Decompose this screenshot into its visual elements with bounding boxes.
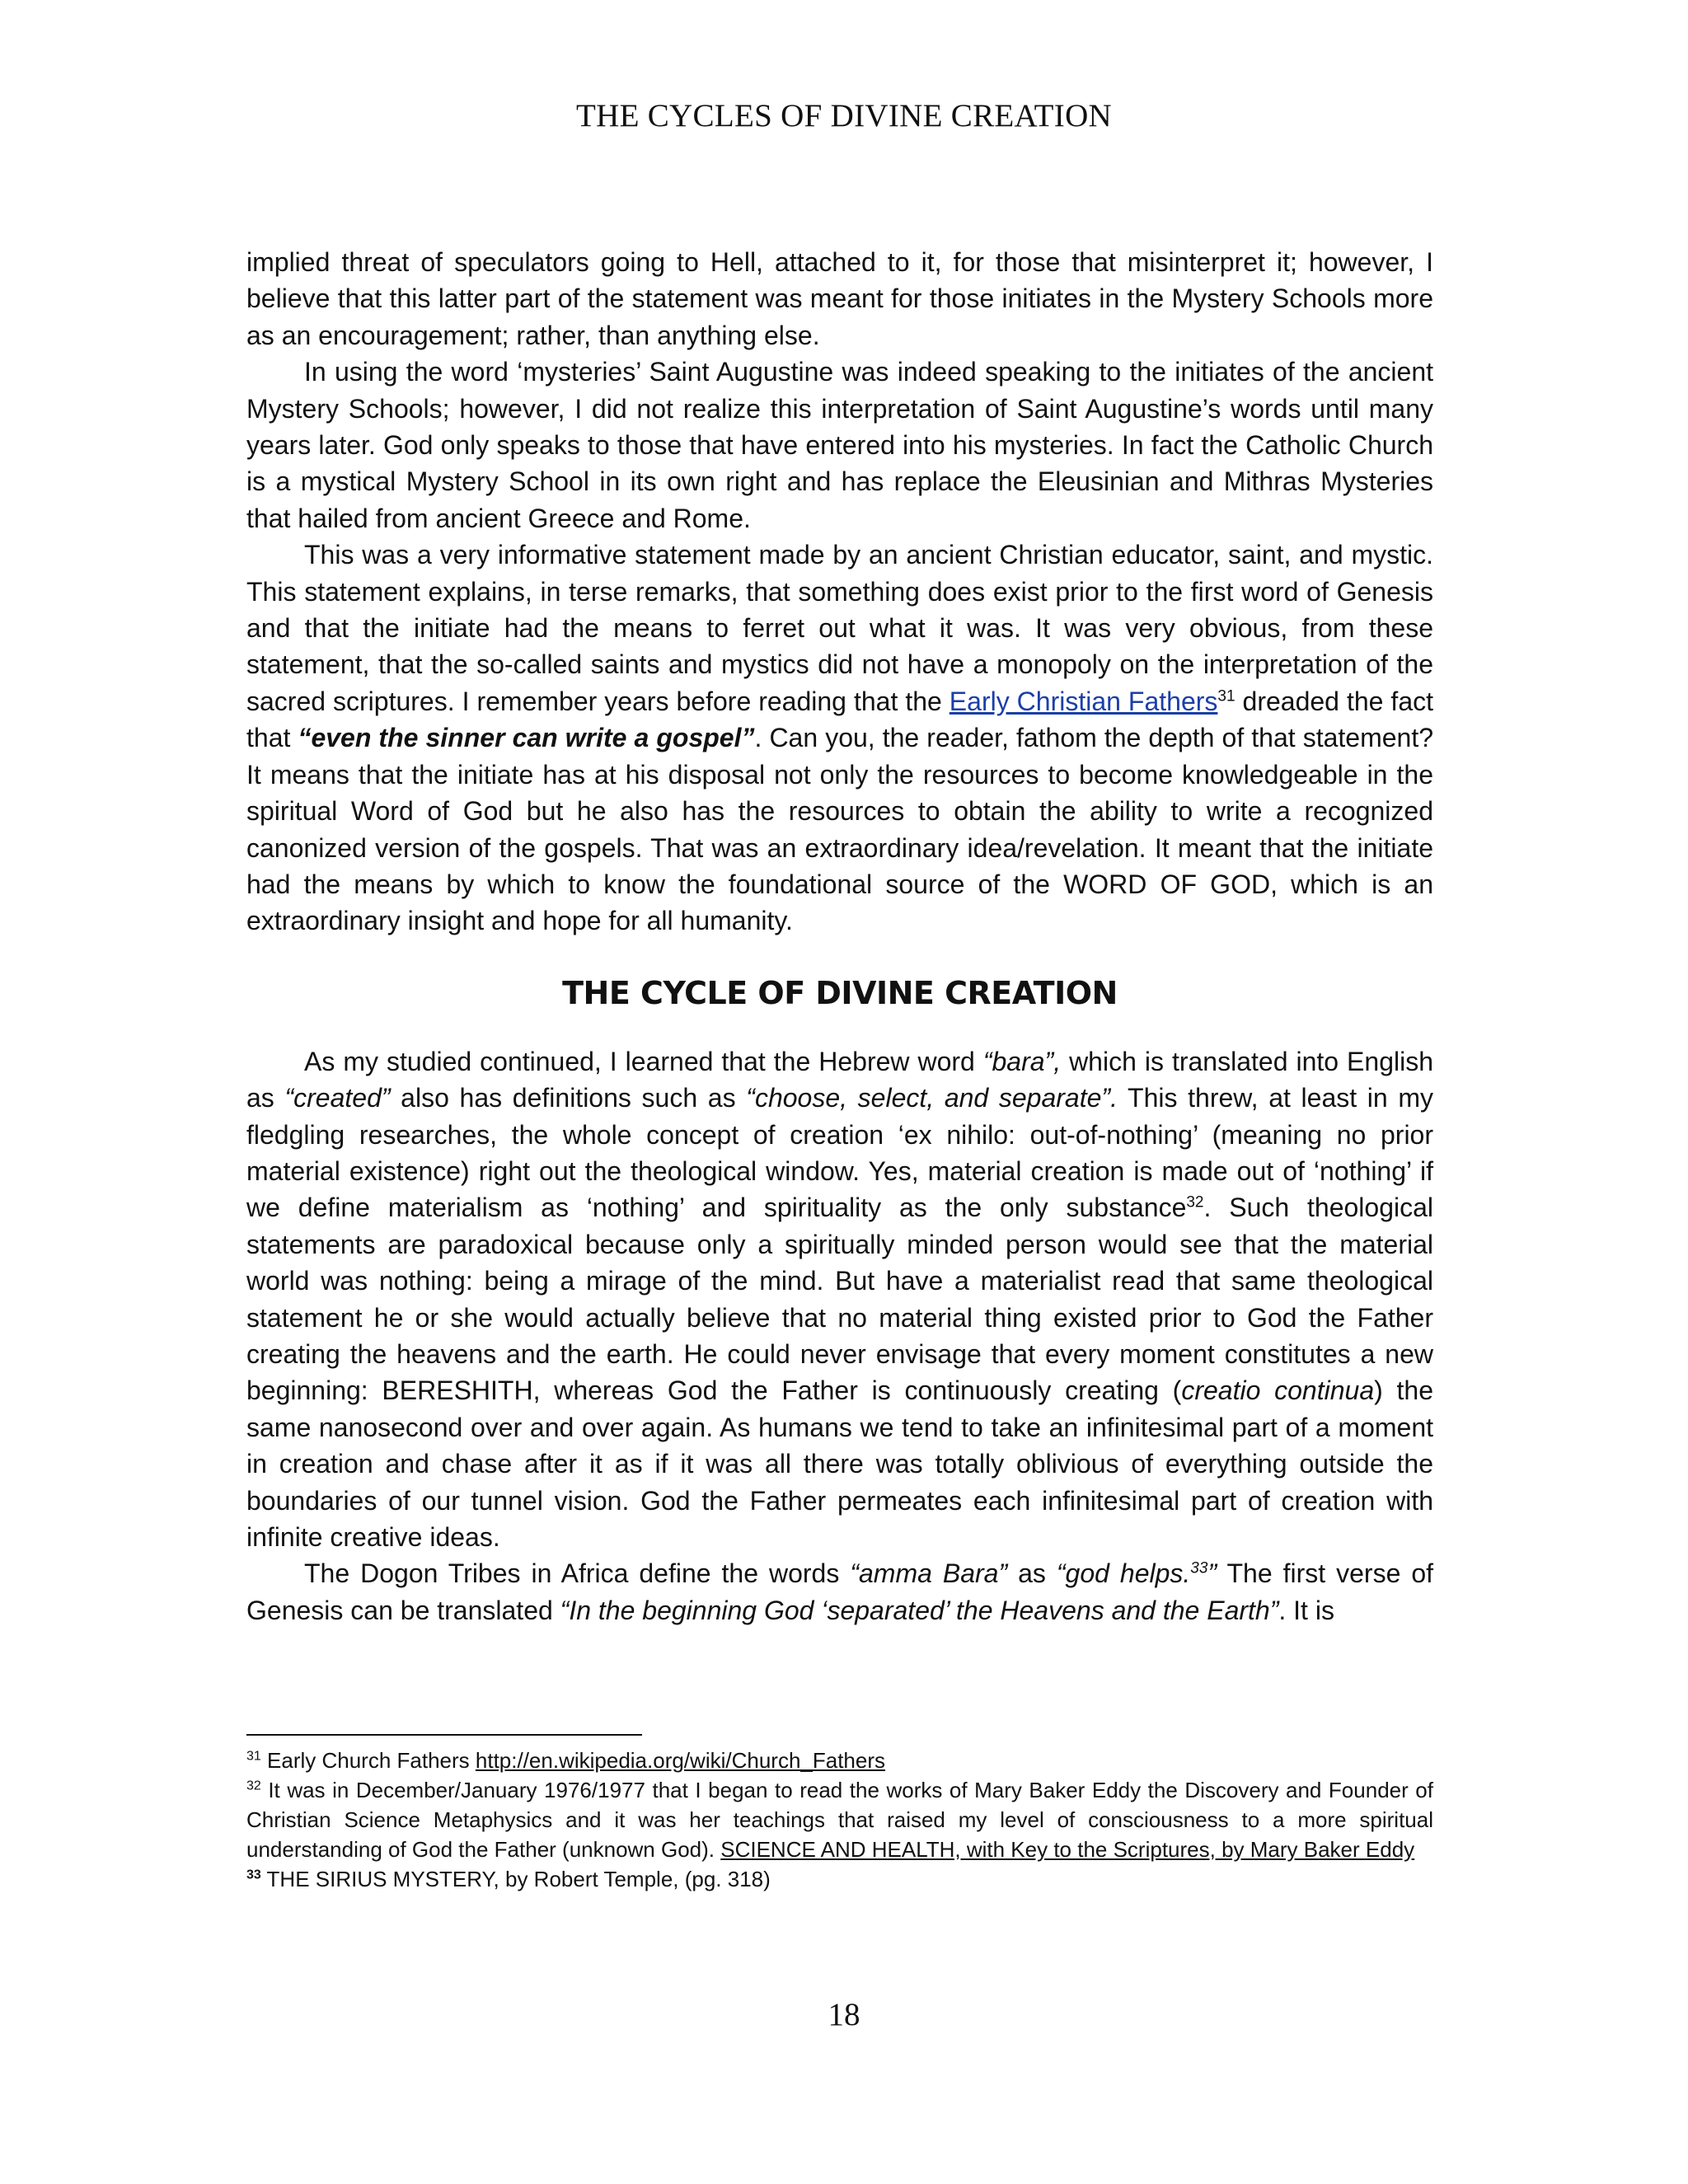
text-run: As my studied continued, I learned that the Hebrew word [304,1046,983,1076]
bara-term: “bara”, [982,1046,1062,1076]
text-run: as [1007,1558,1057,1589]
footnote-ref-33[interactable]: 33 [1190,1559,1208,1577]
footnote-text: Early Church Fathers [260,1748,476,1773]
footnote-31 [246,1746,1433,1775]
footnote-32 [246,1775,1433,1864]
god-helps-term: “god helps. [1056,1558,1191,1589]
footnote-ref-32[interactable]: 32 [1186,1193,1204,1212]
section-heading: THE CYCLE OF DIVINE CREATION [562,974,1118,1011]
text-run: The first verse of Genesis can be translated [246,1558,1434,1625]
text-run: The Dogon Tribes in Africa define the words [304,1558,851,1589]
footnote-number: 32 [246,1779,261,1793]
footnotes [246,1746,1433,1894]
choose-term: “choose, select, and separate”. [746,1083,1118,1113]
body-text [246,244,1433,1629]
early-christian-fathers-link[interactable]: Early Christian Fathers [949,686,1218,716]
running-header: THE CYCLES OF DIVINE CREATION [575,98,1112,134]
text-run: This threw, at least in my fledgling researches, the whole concept of creation ‘ex nihilo: out-of-nothing’ (meaning no prior material existence) right out the theological window. Yes, material creation is made out of ‘nothing’ if we define materialism as ‘nothing’ and spirituality as the only substance [246,1083,1434,1223]
text-run: also has definitions such as [390,1083,747,1113]
creatio-continua-term: creatio continua [1181,1376,1375,1406]
text-run: . Can you, the reader, fathom the depth of that statement? It means that the initiate has at his disposal not only the resources to become knowledgeable in the spiritual Word of God but he also has the resources to obtain the ability to write a recognized canonized version of the gospels. That was an extraordinary idea/revelation. It meant that the initiate had the means by which to know the foundational source of the WORD OF GOD, which is an extraordinary insight and hope for all humanity. [246,723,1434,936]
footnote-book-title: SCIENCE AND HEALTH, with Key to the Scriptures, by Mary Baker Eddy [720,1837,1415,1862]
created-term: “created” [284,1083,391,1113]
amma-bara-term: “amma Bara” [850,1558,1008,1589]
paragraph-informative-statement [246,537,1433,939]
footnote-ref-31[interactable]: 31 [1217,687,1236,705]
footnote-number: 31 [246,1749,261,1764]
page-number: 18 [828,1997,860,2032]
gospel-quote: “even the sinner can write a gospel” [298,723,755,753]
paragraph-dogon [246,1555,1433,1629]
text-run: ) the same nanosecond over and over again. As humans we tend to take an infinitesimal part of a moment in creation and chase after it as if it was all there was totally oblivious of everything outside the boundaries of our tunnel vision. God the Father permeates each infinitesimal part of creation with infinite creative ideas. [246,1376,1434,1552]
text-run: This was a very informative statement made by an ancient Christian educator, saint, and mystic. This statement explains, in terse remarks, that something does exist prior to the first word of Genesis and that the initiate had the means to ferret out what it was. It was very obvious, from these statement, that the so-called saints and mystics did not have a monopoly on the interpretation of the sacred scriptures. I remember years before reading that the [246,540,1433,716]
footnote-33 [246,1864,1433,1894]
genesis-translation: “In the beginning God ‘separated’ the Heavens and the Earth” [560,1595,1279,1625]
text-run: which is translated into English as [246,1046,1433,1113]
text-run: . Such theological statements are paradoxical because only a spiritually minded person would see that the material world was nothing: being a mirage of the mind. But have a materialist read that same theological statement he or she would actually believe that no material thing existed prior to God the Father creating the heavens and the earth. He could never envisage that every moment constitutes a new beginning: BERESHITH, whereas God the Father is continuously creating ( [246,1193,1433,1406]
footnote-separator [246,1734,642,1736]
paragraph-continued: implied threat of speculators going to Hell, attached to it, for those that misinterpret it; however, I believe that this latter part of the statement was meant for those initiates in the Mystery Schools more as an encouragement; rather, than anything else. [246,247,1433,350]
footnote-number: 33 [246,1868,261,1882]
footnote-text: THE SIRIUS MYSTERY, by Robert Temple, (pg. 318) [260,1867,771,1891]
paragraph-augustine: In using the word ‘mysteries’ Saint Augustine was indeed speaking to the initiates of the ancient Mystery Schools; however, I did not realize this interpretation of Saint Augustine’s words until many years later. God only speaks to those that have entered into his mysteries. In fact the Catholic Church is a mystical Mystery School in its own right and has replace the Eleusinian and Mithras Mysteries that hailed from ancient Greece and Rome. [246,357,1433,533]
text-run: . It is [1278,1595,1334,1625]
paragraph-bara [246,1043,1433,1556]
closing-quote: ” [1207,1558,1217,1589]
text-run: dreaded the fact that [246,686,1434,753]
footnote-text: It was in December/January 1976/1977 that I began to read the works of Mary Baker Eddy the Discovery and Founder of Christian Science Metaphysics and it was her teachings that raised my level of consciousness to a more spiritual understanding of God the Father (unknown God). [246,1778,1433,1862]
footnote-url-link[interactable]: http://en.wikipedia.org/wiki/Church_Fathers [475,1748,886,1773]
